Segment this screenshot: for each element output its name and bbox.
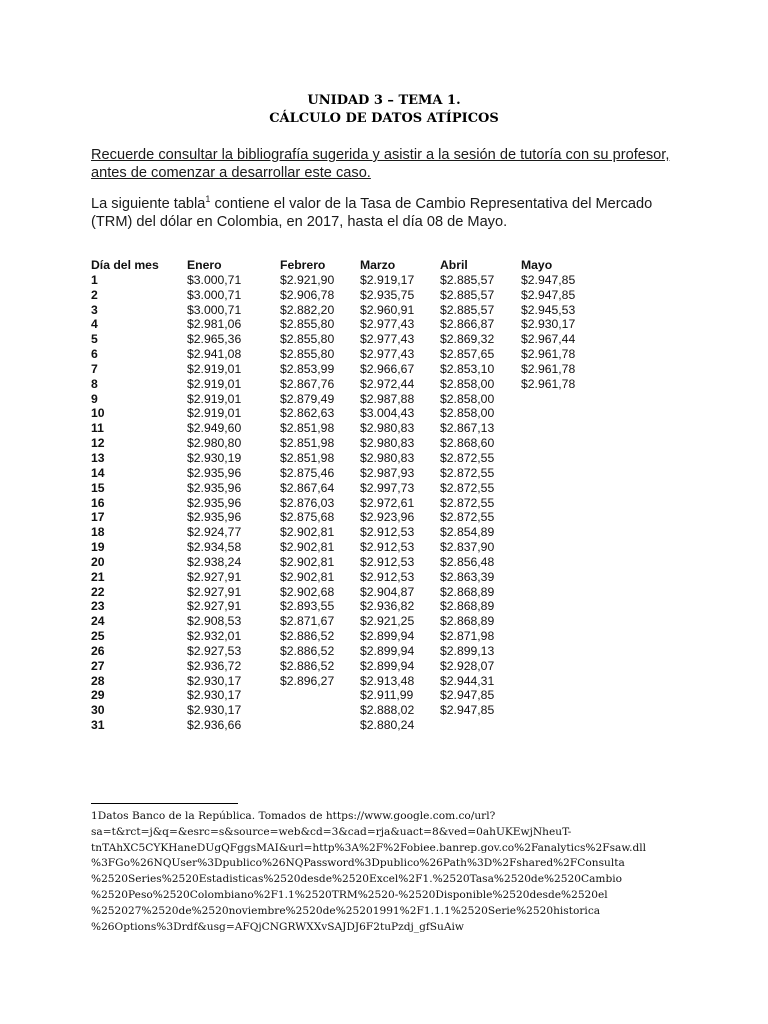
january-cell: $2.930,17: [187, 688, 242, 703]
january-cell: $2.981,06: [187, 317, 242, 332]
february-cell: $2.851,98: [280, 436, 335, 451]
march-cell: $2.919,17: [360, 272, 415, 287]
january-cell: $2.919,01: [187, 391, 242, 406]
march-cell: $2.888,02: [360, 703, 415, 718]
day-cell: 15: [91, 480, 105, 495]
april-cell: $2.857,65: [440, 347, 495, 362]
footnote-line: %252027%2520de%2520noviembre%2520de%25201991%2F1.1.1%2520Serie%2520historica: [91, 904, 601, 917]
april-cell: $2.868,89: [440, 599, 495, 614]
february-cell: $2.902,81: [280, 540, 335, 555]
april-cell: $2.872,55: [440, 450, 495, 465]
day-cell: 24: [91, 614, 105, 629]
march-cell: $2.980,83: [360, 450, 415, 465]
day-cell: 6: [91, 347, 98, 362]
april-cell: $2.944,31: [440, 673, 495, 688]
day-cell: 4: [91, 317, 98, 332]
table-row: [91, 347, 601, 362]
april-cell: $2.854,89: [440, 525, 495, 540]
february-cell: $2.886,52: [280, 643, 335, 658]
april-cell: $2.858,00: [440, 376, 495, 391]
day-cell: 19: [91, 540, 105, 555]
april-cell: [440, 718, 521, 733]
february-cell: $2.855,80: [280, 332, 335, 347]
march-cell: $2.913,48: [360, 673, 415, 688]
day-cell: 27: [91, 658, 105, 673]
may-cell: [521, 481, 601, 496]
january-cell: $2.919,01: [187, 361, 242, 376]
footnote-line: tnTAhXC5CYKHaneDUgQFggsMAI&url=http%3A%2F%2Fobiee.banrep.gov.co%2Fanalytics%2Fsaw.dll: [91, 841, 647, 854]
may-cell: [521, 718, 601, 733]
april-cell: $2.947,85: [440, 688, 495, 703]
may-cell: [521, 406, 601, 421]
march-cell: $2.904,87: [360, 584, 415, 599]
january-cell: $2.949,60: [187, 421, 242, 436]
table-row: [91, 496, 601, 511]
footnote-reference: 1: [205, 194, 211, 205]
april-cell: $2.866,87: [440, 317, 495, 332]
april-cell: $2.947,85: [440, 703, 495, 718]
may-cell: [521, 540, 601, 555]
unit-title: UNIDAD 3 – TEMA 1.: [307, 93, 461, 108]
table-row: [91, 644, 601, 659]
may-cell: [521, 421, 601, 436]
table-row: [91, 332, 601, 347]
january-cell: $2.927,91: [187, 584, 242, 599]
february-cell: $2.921,90: [280, 272, 335, 287]
march-cell: $2.899,94: [360, 658, 415, 673]
january-cell: $2.908,53: [187, 614, 242, 629]
april-cell: $2.872,55: [440, 465, 495, 480]
footnote-line: 1Datos Banco de la República. Tomados de https://www.google.com.co/url?: [91, 810, 496, 822]
march-cell: $2.987,93: [360, 465, 415, 480]
footnote-line: %2520Peso%2520Colombiano%2F1.1%2520TRM%2520-%2520Disponible%2520desde%2520el: [91, 888, 608, 901]
day-cell: 22: [91, 584, 105, 599]
february-cell: $2.851,98: [280, 450, 335, 465]
day-cell: 26: [91, 643, 105, 658]
february-cell: $2.871,67: [280, 614, 335, 629]
january-cell: $2.936,72: [187, 658, 242, 673]
january-cell: $2.927,91: [187, 569, 242, 584]
january-cell: $2.934,58: [187, 540, 242, 555]
may-cell: $2.967,44: [521, 332, 576, 347]
january-cell: $2.936,66: [187, 718, 242, 733]
february-cell: $2.851,98: [280, 421, 335, 436]
day-cell: 12: [91, 436, 105, 451]
table-row: [91, 451, 601, 466]
day-cell: 29: [91, 688, 105, 703]
february-cell: $2.882,20: [280, 302, 335, 317]
february-cell: $2.855,80: [280, 347, 335, 362]
march-cell: $2.960,91: [360, 302, 415, 317]
march-cell: $2.977,43: [360, 347, 415, 362]
table-row: [91, 703, 601, 718]
march-cell: $2.980,83: [360, 421, 415, 436]
trm-table: [91, 258, 601, 733]
march-cell: $2.912,53: [360, 554, 415, 569]
february-cell: $2.855,80: [280, 317, 335, 332]
may-cell: [521, 436, 601, 451]
january-cell: $2.941,08: [187, 347, 242, 362]
april-cell: $2.885,57: [440, 287, 495, 302]
february-cell: [280, 688, 360, 703]
january-cell: $2.935,96: [187, 510, 242, 525]
march-cell: $2.899,94: [360, 643, 415, 658]
description-start: La siguiente tabla: [91, 196, 206, 212]
day-cell: 16: [91, 495, 105, 510]
april-cell: $2.868,60: [440, 436, 495, 451]
table-body: [91, 273, 601, 733]
header-april: Abril: [440, 258, 468, 272]
footnote-line: %3FGo%26NQUser%3Dpublico%26NQPassword%3Dpublico%26Path%3D%2Fshared%2FConsulta: [91, 857, 625, 870]
may-cell: $2.947,85: [521, 272, 576, 287]
description-end: contiene el valor de la Tasa de Cambio Representativa del Mercado (TRM) del dólar en Colombia, en 2017, hasta el día 08 de Mayo.: [91, 196, 653, 230]
may-cell: [521, 644, 601, 659]
table-row: [91, 481, 601, 496]
may-cell: [521, 674, 601, 689]
table-row: [91, 510, 601, 525]
table-row: [91, 629, 601, 644]
march-cell: $2.935,75: [360, 287, 415, 302]
table-row: [91, 436, 601, 451]
april-cell: $2.872,55: [440, 495, 495, 510]
table-row: [91, 585, 601, 600]
april-cell: $2.863,39: [440, 569, 495, 584]
april-cell: $2.885,57: [440, 302, 495, 317]
january-cell: $2.919,01: [187, 406, 242, 421]
may-cell: [521, 688, 601, 703]
january-cell: $2.930,19: [187, 450, 242, 465]
february-cell: $2.853,99: [280, 361, 335, 376]
january-cell: $2.919,01: [187, 376, 242, 391]
february-cell: $2.875,68: [280, 510, 335, 525]
february-cell: $2.862,63: [280, 406, 335, 421]
april-cell: $2.868,89: [440, 584, 495, 599]
header-day: Día del mes: [91, 258, 159, 272]
january-cell: $2.980,80: [187, 436, 242, 451]
january-cell: $2.930,17: [187, 673, 242, 688]
table-row: [91, 540, 601, 555]
february-cell: $2.879,49: [280, 391, 335, 406]
january-cell: $2.935,96: [187, 465, 242, 480]
table-row: [91, 377, 601, 392]
table-row: [91, 466, 601, 481]
table-row: [91, 614, 601, 629]
february-cell: $2.902,81: [280, 525, 335, 540]
table-row: [91, 659, 601, 674]
march-cell: $2.880,24: [360, 718, 415, 733]
january-cell: $3.000,71: [187, 287, 242, 302]
table-row: [91, 273, 601, 288]
day-cell: 10: [91, 406, 105, 421]
day-cell: 25: [91, 629, 105, 644]
march-cell: $2.912,53: [360, 540, 415, 555]
header-may: Mayo: [521, 258, 553, 272]
february-cell: $2.875,46: [280, 465, 335, 480]
april-cell: $2.868,89: [440, 614, 495, 629]
may-cell: $2.947,85: [521, 287, 576, 302]
april-cell: $2.871,98: [440, 629, 495, 644]
march-cell: $2.997,73: [360, 480, 415, 495]
february-cell: $2.902,81: [280, 569, 335, 584]
header-february: Febrero: [280, 258, 326, 272]
march-cell: $2.987,88: [360, 391, 415, 406]
april-cell: $2.867,13: [440, 421, 495, 436]
april-cell: $2.856,48: [440, 554, 495, 569]
table-row: [91, 525, 601, 540]
day-cell: 2: [91, 287, 98, 302]
february-cell: $2.902,68: [280, 584, 335, 599]
february-cell: [280, 718, 360, 733]
table-row: [91, 674, 601, 689]
may-cell: $2.961,78: [521, 361, 576, 376]
march-cell: $2.977,43: [360, 332, 415, 347]
footnote-line: %2520Series%2520Estadisticas%2520desde%2520Excel%2F1.%2520Tasa%2520de%2520Cambio: [91, 873, 623, 886]
day-cell: 17: [91, 510, 105, 525]
february-cell: $2.893,55: [280, 599, 335, 614]
table-row: [91, 688, 601, 703]
day-cell: 18: [91, 525, 105, 540]
january-cell: $2.935,96: [187, 495, 242, 510]
april-cell: $2.928,07: [440, 658, 495, 673]
april-cell: $2.858,00: [440, 406, 495, 421]
may-cell: [521, 466, 601, 481]
february-cell: $2.896,27: [280, 673, 335, 688]
may-cell: $2.930,17: [521, 317, 576, 332]
may-cell: [521, 703, 601, 718]
day-cell: 11: [91, 421, 104, 436]
march-cell: $2.966,67: [360, 361, 415, 376]
may-cell: [521, 510, 601, 525]
table-row: [91, 406, 601, 421]
february-cell: $2.867,76: [280, 376, 335, 391]
march-cell: $2.972,44: [360, 376, 415, 391]
day-cell: 30: [91, 703, 105, 718]
may-cell: [521, 496, 601, 511]
april-cell: $2.858,00: [440, 391, 495, 406]
april-cell: $2.872,55: [440, 480, 495, 495]
day-cell: 9: [91, 391, 98, 406]
january-cell: $2.965,36: [187, 332, 242, 347]
footnote: [91, 809, 671, 935]
day-cell: 8: [91, 376, 98, 391]
day-cell: 23: [91, 599, 105, 614]
may-cell: [521, 451, 601, 466]
january-cell: $2.927,91: [187, 599, 242, 614]
march-cell: $2.977,43: [360, 317, 415, 332]
january-cell: $3.000,71: [187, 302, 242, 317]
footnote-line: %26Options%3Drdf&usg=AFQjCNGRWXXvSAJDJ6F2tuPzdj_gfSuAiw: [91, 920, 464, 933]
march-cell: $2.923,96: [360, 510, 415, 525]
table-row: [91, 303, 601, 318]
february-cell: $2.886,52: [280, 629, 335, 644]
day-cell: 7: [91, 361, 98, 376]
april-cell: $2.899,13: [440, 643, 495, 658]
may-cell: [521, 392, 601, 407]
day-cell: 3: [91, 302, 98, 317]
march-cell: $2.972,61: [360, 495, 415, 510]
day-cell: 21: [91, 569, 105, 584]
may-cell: [521, 629, 601, 644]
day-cell: 28: [91, 673, 105, 688]
march-cell: $3.004,43: [360, 406, 415, 421]
march-cell: $2.912,53: [360, 569, 415, 584]
table-header-row: [91, 258, 601, 273]
footnote-separator: [91, 803, 238, 804]
may-cell: [521, 585, 601, 600]
may-cell: $2.945,53: [521, 302, 576, 317]
may-cell: $2.961,78: [521, 347, 576, 362]
april-cell: $2.837,90: [440, 540, 495, 555]
may-cell: [521, 659, 601, 674]
april-cell: $2.853,10: [440, 361, 495, 376]
may-cell: [521, 570, 601, 585]
table-row: [91, 362, 601, 377]
day-cell: 14: [91, 465, 105, 480]
january-cell: $3.000,71: [187, 272, 242, 287]
day-cell: 1: [91, 272, 98, 287]
january-cell: $2.924,77: [187, 525, 242, 540]
table-row: [91, 317, 601, 332]
january-cell: $2.927,53: [187, 643, 242, 658]
day-cell: 13: [91, 450, 105, 465]
may-cell: $2.961,78: [521, 376, 576, 391]
february-cell: $2.906,78: [280, 287, 335, 302]
day-cell: 20: [91, 554, 105, 569]
day-cell: 31: [91, 718, 105, 733]
day-cell: 5: [91, 332, 98, 347]
february-cell: $2.902,81: [280, 554, 335, 569]
april-cell: $2.885,57: [440, 272, 495, 287]
table-row: [91, 421, 601, 436]
march-cell: $2.936,82: [360, 599, 415, 614]
march-cell: $2.980,83: [360, 436, 415, 451]
april-cell: $2.872,55: [440, 510, 495, 525]
may-cell: [521, 599, 601, 614]
may-cell: [521, 525, 601, 540]
march-cell: $2.911,99: [360, 688, 414, 703]
march-cell: $2.899,94: [360, 629, 415, 644]
table-row: [91, 392, 601, 407]
february-cell: $2.886,52: [280, 658, 335, 673]
april-cell: $2.869,32: [440, 332, 495, 347]
table-row: [91, 288, 601, 303]
header-january: Enero: [187, 258, 222, 272]
march-cell: $2.921,25: [360, 614, 415, 629]
may-cell: [521, 555, 601, 570]
january-cell: $2.932,01: [187, 629, 242, 644]
table-row: [91, 718, 601, 733]
recommendation-text: Recuerde consultar la bibliografía sugerida y asistir a la sesión de tutoría con su profesor, antes de comenzar a desarrollar este caso.: [91, 147, 670, 181]
table-row: [91, 599, 601, 614]
table-row: [91, 555, 601, 570]
table-description: [91, 195, 691, 231]
header-march: Marzo: [360, 258, 396, 272]
january-cell: $2.938,24: [187, 554, 242, 569]
table-row: [91, 570, 601, 585]
february-cell: $2.867,64: [280, 480, 335, 495]
may-cell: [521, 614, 601, 629]
february-cell: [280, 703, 360, 718]
january-cell: $2.935,96: [187, 480, 242, 495]
footnote-line: sa=t&rct=j&q=&esrc=s&source=web&cd=3&cad=rja&uact=8&ved=0ahUKEwjNheuT-: [91, 825, 572, 838]
march-cell: $2.912,53: [360, 525, 415, 540]
topic-title: CÁLCULO DE DATOS ATÍPICOS: [269, 111, 499, 126]
january-cell: $2.930,17: [187, 703, 242, 718]
february-cell: $2.876,03: [280, 495, 335, 510]
